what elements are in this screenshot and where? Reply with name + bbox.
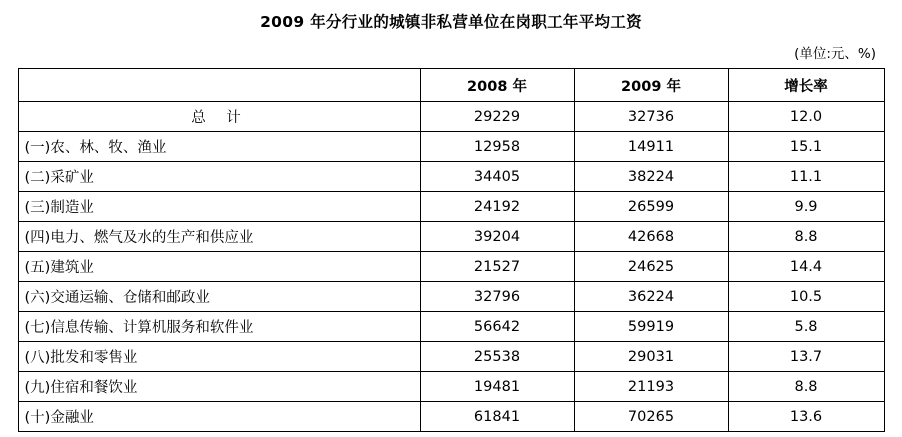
column-header-growth-rate: 增长率 [728, 69, 884, 102]
cell-growth-rate: 5.8 [728, 312, 884, 342]
cell-2008-value: 61841 [420, 402, 574, 432]
cell-2008-value: 32796 [420, 282, 574, 312]
wage-statistics-table [18, 68, 885, 432]
table-row [18, 132, 884, 162]
table-row [18, 252, 884, 282]
cell-growth-rate: 10.5 [728, 282, 884, 312]
cell-growth-rate: 12.0 [728, 102, 884, 132]
table-row [18, 372, 884, 402]
cell-2009-value: 24625 [574, 252, 728, 282]
row-label: (四)电力、燃气及水的生产和供应业 [18, 222, 420, 252]
cell-2009-value: 21193 [574, 372, 728, 402]
cell-2008-value: 34405 [420, 162, 574, 192]
cell-2008-value: 29229 [420, 102, 574, 132]
row-label: (一)农、林、牧、渔业 [18, 132, 420, 162]
cell-2008-value: 56642 [420, 312, 574, 342]
row-label: (七)信息传输、计算机服务和软件业 [18, 312, 420, 342]
unit-note: (单位:元、%) [794, 46, 876, 62]
cell-2009-value: 36224 [574, 282, 728, 312]
document-page [0, 10, 902, 437]
table-body [18, 102, 884, 432]
cell-2009-value: 42668 [574, 222, 728, 252]
row-label: (六)交通运输、仓储和邮政业 [18, 282, 420, 312]
table-row [18, 102, 884, 132]
cell-growth-rate: 13.7 [728, 342, 884, 372]
table-row [18, 192, 884, 222]
cell-growth-rate: 8.8 [728, 222, 884, 252]
row-label: (五)建筑业 [18, 252, 420, 282]
cell-2009-value: 32736 [574, 102, 728, 132]
row-label: (九)住宿和餐饮业 [18, 372, 420, 402]
column-header-2009: 2009 年 [574, 69, 728, 102]
cell-2009-value: 14911 [574, 132, 728, 162]
cell-2009-value: 38224 [574, 162, 728, 192]
table-row [18, 282, 884, 312]
table-row [18, 402, 884, 432]
cell-2008-value: 39204 [420, 222, 574, 252]
table-row [18, 342, 884, 372]
cell-2008-value: 12958 [420, 132, 574, 162]
table-header [18, 69, 884, 102]
cell-2008-value: 21527 [420, 252, 574, 282]
cell-2008-value: 25538 [420, 342, 574, 372]
table-row [18, 222, 884, 252]
cell-growth-rate: 14.4 [728, 252, 884, 282]
row-label: 总 计 [18, 102, 420, 132]
cell-growth-rate: 8.8 [728, 372, 884, 402]
cell-growth-rate: 9.9 [728, 192, 884, 222]
row-label: (二)采矿业 [18, 162, 420, 192]
row-label: (八)批发和零售业 [18, 342, 420, 372]
cell-growth-rate: 15.1 [728, 132, 884, 162]
table-row [18, 312, 884, 342]
cell-growth-rate: 11.1 [728, 162, 884, 192]
cell-2008-value: 19481 [420, 372, 574, 402]
cell-2009-value: 70265 [574, 402, 728, 432]
column-header-2008: 2008 年 [420, 69, 574, 102]
cell-growth-rate: 13.6 [728, 402, 884, 432]
cell-2009-value: 29031 [574, 342, 728, 372]
cell-2009-value: 26599 [574, 192, 728, 222]
cell-2009-value: 59919 [574, 312, 728, 342]
row-label: (十)金融业 [18, 402, 420, 432]
table-header-row [18, 69, 884, 102]
column-header-industry [18, 69, 420, 102]
cell-2008-value: 24192 [420, 192, 574, 222]
table-row [18, 162, 884, 192]
page-title: 2009 年分行业的城镇非私营单位在岗职工年平均工资 [260, 13, 642, 31]
row-label: (三)制造业 [18, 192, 420, 222]
